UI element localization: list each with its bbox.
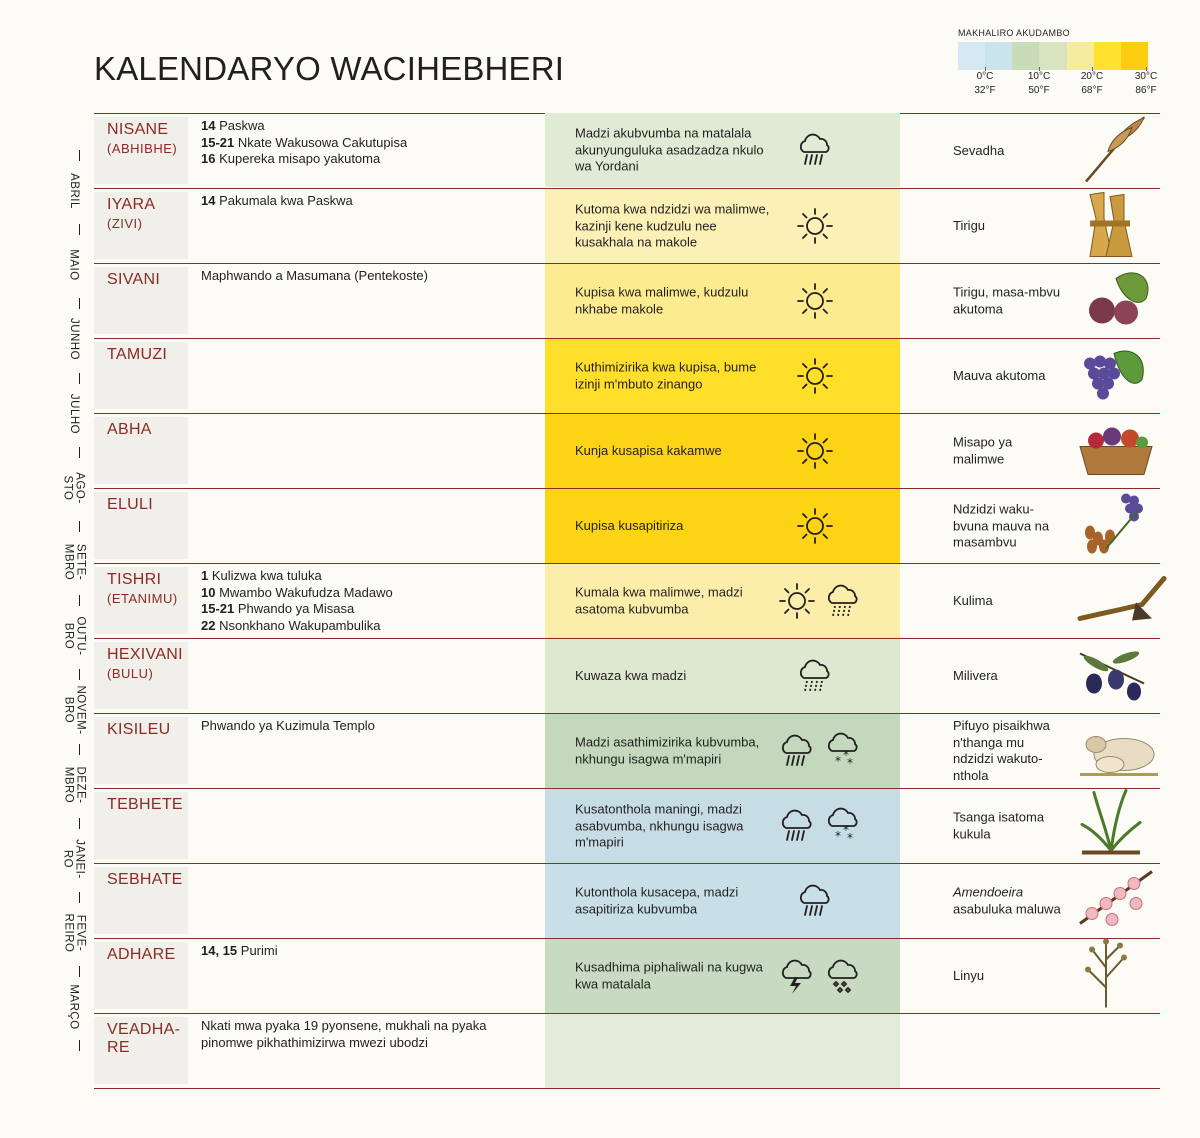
- month-row: [94, 563, 1160, 638]
- month-name: HEXIVANI: [107, 646, 183, 663]
- thunder-cloud-icon: [777, 956, 817, 996]
- olives-icon: [1076, 644, 1148, 709]
- event-item: [201, 1018, 531, 1051]
- month-name: KISILEU: [107, 721, 171, 738]
- event-date: 16: [201, 151, 216, 166]
- event-name: Kupereka misapo yakutoma: [215, 151, 381, 166]
- side-month-label: [54, 748, 94, 822]
- month-row: [94, 263, 1160, 338]
- month-row: [94, 638, 1160, 713]
- side-month-label: [54, 377, 94, 451]
- weather-description: Madzi akubvumba na matalala akunyunguluka asadzadza nkulo wa Yordani: [575, 125, 764, 174]
- plow-icon: [1076, 569, 1170, 634]
- event-name: Paskwa: [215, 118, 265, 133]
- tick-fahrenheit: 86°F: [1135, 85, 1157, 96]
- month-cell: [94, 417, 188, 484]
- events-list: [201, 718, 531, 735]
- legend-swatch: [1121, 42, 1148, 70]
- events-list: [201, 268, 531, 285]
- events-list: [201, 943, 531, 960]
- event-name: Nkate Wakusowa Cakutupisa: [234, 134, 408, 150]
- temperature-legend: [958, 28, 1158, 106]
- side-divider: [79, 966, 80, 977]
- side-divider: [79, 1040, 80, 1051]
- month-alt-name: (ETANIMU): [107, 591, 178, 606]
- tick-celsius: 20°C: [1080, 71, 1104, 82]
- month-cell: [94, 942, 188, 1009]
- side-month-label: [54, 154, 94, 228]
- side-month-label: [54, 451, 94, 525]
- side-month-labels: [54, 113, 94, 1078]
- dates-grapes-icon: [1076, 489, 1156, 564]
- weather-description: Madzi asathimizirika kubvumba, nkhungu isagwa m'mapiri: [575, 734, 760, 766]
- weather-cell: [545, 864, 900, 938]
- event-item: [201, 135, 531, 152]
- svg-text:*: *: [835, 829, 841, 843]
- weather-icons: [795, 130, 835, 170]
- side-month-label: [54, 228, 94, 302]
- figs-icon: [1076, 269, 1156, 334]
- legend-tick: [965, 70, 1005, 98]
- side-month-text: JANEI- RO: [61, 839, 86, 879]
- weather-cell: [545, 564, 900, 638]
- svg-text:*: *: [843, 823, 849, 837]
- event-date: 14: [201, 193, 216, 208]
- fruit-basket-icon: [1076, 419, 1156, 484]
- side-divider: [79, 744, 80, 755]
- crop-text: Tirigu: [953, 217, 986, 233]
- side-divider: [79, 224, 80, 235]
- crop-description: [953, 368, 1063, 385]
- event-date: 14: [201, 118, 216, 133]
- weather-description: Kutoma kwa ndzidzi wa malimwe, kazinji kene kudzulu nee kusakhala na makole: [575, 201, 770, 250]
- month-row: [94, 413, 1160, 488]
- event-item: [201, 618, 531, 635]
- event-date: 15-21: [201, 601, 235, 616]
- tick-celsius: 10°C: [1027, 71, 1051, 82]
- month-row: [94, 863, 1160, 938]
- month-cell: [94, 642, 188, 709]
- month-name: SEBHATE: [107, 871, 183, 888]
- crop-italic: Amendoeira: [953, 884, 1024, 900]
- rain-cloud-icon: [795, 881, 835, 921]
- side-divider: [79, 595, 80, 606]
- sprouts-icon: [1076, 789, 1146, 864]
- weather-description: Kupisa kwa malimwe, kudzulu nkhabe makole: [575, 284, 749, 316]
- legend-swatch: [985, 42, 1012, 70]
- weather-cell: [545, 189, 900, 263]
- weather-icons: [777, 731, 863, 771]
- crop-description: [953, 810, 1063, 843]
- month-cell: [94, 567, 188, 634]
- crop-text: Misapo ya malimwe: [953, 434, 1013, 466]
- month-name: TISHRI: [107, 571, 162, 588]
- legend-swatch: [1094, 42, 1121, 70]
- weather-icons: [795, 356, 835, 396]
- legend-tick: [1019, 70, 1059, 98]
- side-month-text: ABRIL: [68, 173, 80, 209]
- events-list: [201, 568, 531, 634]
- event-date: 14, 15: [201, 943, 238, 958]
- month-name: NISANE: [107, 121, 169, 138]
- crop-description: [953, 885, 1063, 918]
- legend-swatch: [958, 42, 985, 70]
- event-item: [201, 943, 531, 960]
- month-cell: [94, 192, 188, 259]
- weather-cell: [545, 489, 900, 563]
- tick-fahrenheit: 32°F: [974, 85, 996, 96]
- legend-swatch: [1067, 42, 1094, 70]
- event-name: Mwambo Wakufudza Madawo: [215, 584, 393, 600]
- legend-swatch: [1012, 42, 1039, 70]
- sun-icon: [795, 356, 835, 396]
- side-divider: [79, 521, 80, 532]
- month-row: [94, 713, 1160, 788]
- weather-cell: [545, 1014, 900, 1088]
- legend-color-bar: [958, 42, 1148, 70]
- side-divider: [79, 818, 80, 829]
- month-name: ADHARE: [107, 946, 176, 963]
- month-row: [94, 113, 1160, 188]
- sheep-icon: [1076, 719, 1162, 784]
- flax-icon: [1076, 938, 1136, 1015]
- sun-icon: [795, 206, 835, 246]
- crop-description: [953, 285, 1063, 318]
- tick-celsius: 30°C: [1134, 71, 1158, 82]
- side-divider: [79, 892, 80, 903]
- tick-fahrenheit: 68°F: [1081, 85, 1103, 96]
- month-cell: [94, 267, 188, 334]
- side-month-label: [54, 970, 94, 1044]
- side-month-text: FEVE- REIRO: [61, 913, 86, 953]
- weather-icons: [795, 206, 835, 246]
- event-item: [201, 585, 531, 602]
- weather-icons: [777, 806, 863, 846]
- month-name: TAMUZI: [107, 346, 168, 363]
- month-name: ABHA: [107, 421, 152, 438]
- side-divider: [79, 150, 80, 161]
- crop-description: [953, 218, 1063, 235]
- legend-ticks: [958, 70, 1158, 106]
- crop-description: [953, 143, 1063, 160]
- sun-icon: [777, 581, 817, 621]
- legend-title: MAKHALIRO AKUDAMBO: [958, 28, 1070, 38]
- weather-icons: [795, 656, 835, 696]
- event-name: Purimi: [237, 943, 278, 958]
- month-cell: [94, 1017, 188, 1084]
- event-date: 15-21: [201, 134, 235, 150]
- svg-text:*: *: [835, 754, 841, 768]
- legend-tick: [1072, 70, 1112, 98]
- month-row: [94, 938, 1160, 1013]
- event-item: [201, 151, 531, 168]
- event-date: 1: [201, 568, 209, 583]
- side-month-label: [54, 599, 94, 673]
- crop-description: [953, 593, 1063, 610]
- weather-description: Kunja kusapisa kakamwe: [575, 442, 722, 458]
- month-alt-name: (ZIVI): [107, 216, 143, 231]
- crop-text: Milivera: [953, 667, 998, 683]
- sun-icon: [795, 281, 835, 321]
- month-name: TEBHETE: [107, 796, 183, 813]
- crop-text: Tsanga isatoma kukula: [953, 809, 1045, 841]
- event-item: [201, 568, 531, 585]
- svg-text:*: *: [847, 756, 853, 770]
- weather-description: Kuwaza kwa madzi: [575, 667, 687, 683]
- sun-icon: [795, 506, 835, 546]
- weather-description: Kumala kwa malimwe, madzi asatoma kubvumba: [575, 584, 743, 616]
- snow-cloud-icon: [823, 731, 863, 771]
- crop-text: Mauva akutoma: [953, 367, 1046, 383]
- weather-cell: [545, 113, 900, 187]
- month-name: IYARA: [107, 196, 156, 213]
- rain-cloud-icon: [795, 130, 835, 170]
- event-name: Phwando ya Misasa: [234, 601, 355, 616]
- rain-cloud-icon: [777, 731, 817, 771]
- month-row: [94, 788, 1160, 863]
- sun-icon: [795, 431, 835, 471]
- light-rain-cloud-icon: [795, 656, 835, 696]
- page-title: KALENDARYO WACIHEBHERI: [94, 50, 565, 87]
- weather-description: Kupisa kusapitiriza: [575, 517, 684, 533]
- side-month-text: MAIO: [67, 249, 80, 281]
- weather-icons: [795, 281, 835, 321]
- events-list: [201, 118, 531, 168]
- weather-description: Kutonthola kusacepa, madzi asapitiriza kubvumba: [575, 884, 739, 916]
- crop-text: Tirigu, masa-mbvu akutoma: [953, 284, 1061, 316]
- side-month-text: DEZE- MBRO: [62, 766, 86, 804]
- side-month-text: NOVEM- BRO: [62, 685, 86, 735]
- event-item: [201, 718, 531, 735]
- event-name: Pakumala kwa Paskwa: [215, 193, 353, 208]
- crop-description: [953, 668, 1063, 685]
- side-divider: [79, 298, 80, 309]
- events-list: [201, 1018, 531, 1051]
- weather-icons: [795, 881, 835, 921]
- side-month-label: [54, 525, 94, 599]
- light-rain-cloud-icon: [823, 581, 863, 621]
- crop-text: Pifuyo pisaikhwa n'thanga mu ndzidzi wakuto-nthola: [953, 718, 1050, 783]
- calendar-table: [94, 113, 1160, 1089]
- legend-swatch: [1039, 42, 1066, 70]
- svg-text:*: *: [843, 748, 849, 762]
- month-alt-name: (BULU): [107, 666, 154, 681]
- crop-text: Sevadha: [953, 142, 1005, 158]
- weather-icons: [795, 431, 835, 471]
- snow-cloud-icon: [823, 806, 863, 846]
- events-list: [201, 193, 531, 210]
- crop-description: [953, 435, 1063, 468]
- side-month-text: SETE- MBRO: [62, 543, 86, 581]
- svg-text:*: *: [847, 831, 853, 845]
- crop-description: [953, 718, 1063, 784]
- weather-description: Kuthimizirika kwa kupisa, bume izinji m'mbuto zinango: [575, 359, 757, 391]
- tick-celsius: 0°C: [976, 71, 994, 82]
- event-item: [201, 193, 531, 210]
- weather-icons: [795, 506, 835, 546]
- hail-cloud-icon: [823, 956, 863, 996]
- grapes-icon: [1076, 344, 1148, 409]
- rain-cloud-icon: [777, 806, 817, 846]
- event-item: [201, 601, 531, 618]
- side-divider: [79, 447, 80, 458]
- almond-blossom-icon: [1076, 864, 1156, 939]
- tick-fahrenheit: 50°F: [1028, 85, 1050, 96]
- weather-cell: [545, 714, 900, 788]
- event-date: 10: [201, 584, 216, 600]
- side-month-label: [54, 822, 94, 896]
- side-month-label: [54, 896, 94, 970]
- event-item: [201, 118, 531, 135]
- crop-text: Ndzidzi waku-bvuna mauva na masambvu: [953, 501, 1050, 550]
- month-cell: [94, 492, 188, 559]
- side-month-text: OUTU- BRO: [61, 616, 86, 656]
- month-cell: [94, 792, 188, 859]
- month-alt-name: (ABHIBHE): [107, 141, 178, 156]
- event-name: Nsonkhano Wakupambulika: [215, 617, 381, 633]
- side-month-label: [54, 673, 94, 747]
- weather-icons: [777, 581, 863, 621]
- side-month-text: AGO- STO: [61, 472, 86, 504]
- month-cell: [94, 867, 188, 934]
- month-row: [94, 188, 1160, 263]
- event-name: Maphwando a Masumana (Pentekoste): [201, 268, 428, 283]
- weather-cell: [545, 939, 900, 1013]
- weather-description: Kusatonthola maningi, madzi asabvumba, nkhungu isagwa m'mapiri: [575, 801, 744, 850]
- legend-tick: [1126, 70, 1166, 98]
- side-divider: [79, 373, 80, 384]
- crop-rest: asabuluka maluwa: [953, 901, 1061, 916]
- month-name: ELULI: [107, 496, 153, 513]
- weather-cell: [545, 414, 900, 488]
- weather-cell: [545, 264, 900, 338]
- side-month-text: MARÇO: [68, 984, 80, 1030]
- month-cell: [94, 342, 188, 409]
- weather-cell: [545, 339, 900, 413]
- side-month-text: JUNHO: [68, 318, 80, 361]
- side-month-label: [54, 302, 94, 376]
- weather-icons: [777, 956, 863, 996]
- wheat-sheaf-icon: [1076, 189, 1140, 264]
- event-name: Kulizwa kwa tuluka: [208, 568, 322, 583]
- month-row: [94, 338, 1160, 413]
- month-cell: [94, 117, 188, 184]
- crop-text: Kulima: [953, 592, 993, 608]
- side-divider: [79, 669, 80, 680]
- weather-cell: [545, 789, 900, 863]
- event-name: Phwando ya Kuzimula Templo: [201, 718, 375, 733]
- month-cell: [94, 717, 188, 784]
- month-row: [94, 488, 1160, 563]
- crop-text: Linyu: [953, 967, 985, 983]
- weather-description: Kusadhima piphaliwali na kugwa kwa matalala: [575, 959, 763, 991]
- month-name: SIVANI: [107, 271, 161, 288]
- barley-icon: [1076, 114, 1148, 189]
- month-row: [94, 1013, 1160, 1089]
- event-name: Nkati mwa pyaka 19 pyonsene, mukhali na pyaka pinomwe pikhathimizirwa mwezi ubodzi: [201, 1018, 487, 1050]
- event-item: [201, 268, 531, 285]
- crop-description: [953, 968, 1063, 985]
- weather-cell: [545, 639, 900, 713]
- event-date: 22: [201, 617, 216, 633]
- month-name: VEADHA- RE: [107, 1021, 181, 1056]
- side-month-text: JULHO: [68, 393, 81, 434]
- crop-description: [953, 501, 1063, 551]
